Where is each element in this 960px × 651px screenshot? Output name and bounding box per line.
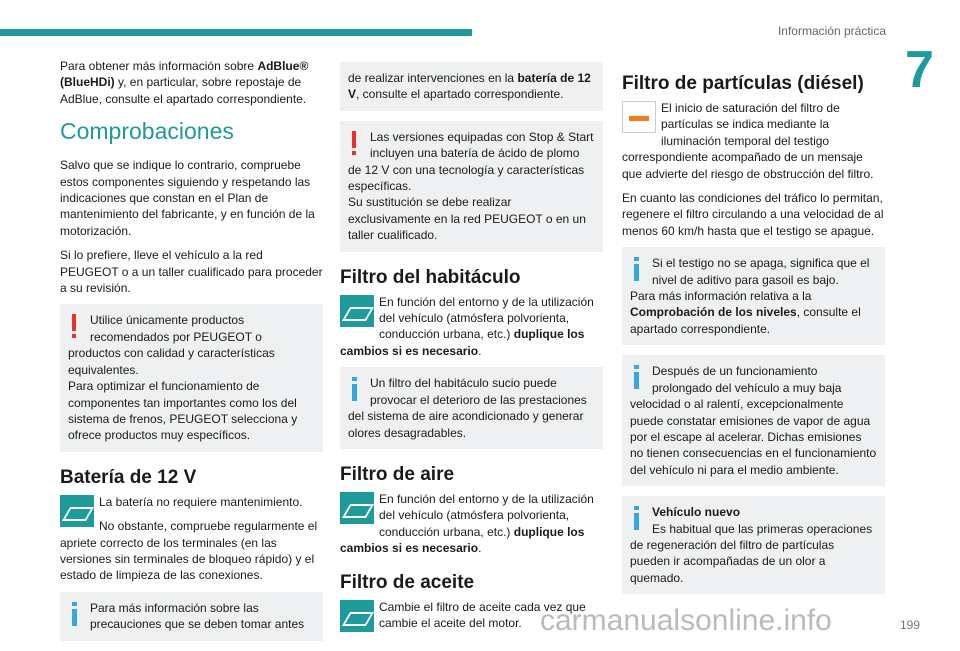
bold-text: AdBlue® (BlueHDi) [60, 59, 309, 90]
text: En función del entorno y de la utilización del vehículo (atmósfera polvorienta, conducción urbana, etc.) [379, 491, 594, 539]
note-box [340, 367, 603, 449]
text: En cuanto las condiciones del tráfico lo permitan, regenere el filtro circulando a una velocidad de al menos 60 km/h hasta que el testigo se apague. [622, 191, 884, 238]
paragraph [348, 375, 595, 441]
chapter-number: 7 [905, 41, 934, 99]
paragraph [630, 363, 877, 478]
paragraph [630, 521, 877, 587]
paragraph [68, 378, 315, 444]
particle-filter-icon [622, 101, 656, 133]
text: Las versiones equipadas con Stop & Start incluyen una batería de ácido de plomo de 12 V con una tecnología y características específicas. [348, 129, 594, 194]
warning-icon [348, 131, 362, 157]
paragraph [622, 190, 885, 239]
text: Para obtener más información sobre [60, 59, 258, 73]
section-title: Información práctica [777, 24, 886, 38]
air-filter-icon [340, 492, 374, 524]
paragraph [60, 518, 323, 584]
paragraph [60, 58, 323, 107]
subsection-heading: Filtro de aire [340, 463, 455, 485]
icon-paragraph [60, 494, 323, 584]
column-left [60, 58, 323, 651]
note-box [60, 304, 323, 451]
text: , consulte el apartado correspondiente. [630, 305, 861, 336]
watermark: carmanualsonline.info [540, 604, 832, 637]
note-box [60, 592, 323, 641]
paragraph [68, 600, 315, 633]
note-box [622, 355, 885, 486]
paragraph [630, 255, 877, 288]
text: Para más información sobre las precauciones que se deben tomar antes [90, 600, 305, 632]
text: No obstante, compruebe regularmente el apriete correcto de los terminales (en las versiones sin terminales de bloqueo rápido) y el estado de limpieza de las conexiones. [60, 519, 318, 583]
text: Si lo prefiere, lleve el vehículo a la red PEUGEOT o a un taller cualificado para proceder a su revisión. [60, 248, 323, 296]
text: y, en particular, sobre repostaje de AdBlue, consulte el apartado correspondiente. [60, 75, 307, 106]
column-middle [340, 54, 603, 639]
note-box [622, 247, 885, 345]
info-icon [630, 257, 644, 283]
paragraph [60, 247, 323, 296]
paragraph [630, 288, 877, 337]
text: , consulte el apartado correspondiente. [356, 87, 564, 102]
icon-paragraph [622, 100, 885, 239]
paragraph [348, 129, 595, 195]
paragraph [348, 70, 595, 103]
battery-icon [60, 495, 94, 527]
subsection-heading: Filtro de partículas (diésel) [622, 73, 864, 94]
page-number: 199 [899, 618, 920, 632]
info-icon [630, 506, 644, 532]
subsection-heading: Filtro del habitáculo [340, 266, 521, 288]
paragraph [60, 157, 323, 239]
paragraph [340, 294, 603, 360]
paragraph [630, 504, 877, 520]
paragraph [340, 491, 603, 557]
text: . [478, 343, 482, 358]
text: de realizar intervenciones en la [348, 71, 518, 85]
text: Su sustitución se debe realizar exclusivamente en la red PEUGEOT o en un taller cualificado. [348, 195, 586, 243]
text: Para más información relativa a la [630, 289, 812, 304]
text: Cambie el filtro de aceite cada vez que cambie el aceite del motor. [379, 599, 586, 630]
note-box [340, 62, 603, 111]
bold-text: Comprobación de los niveles [630, 305, 797, 320]
bold-text: batería de 12 V [348, 71, 591, 102]
icon-paragraph [340, 294, 603, 360]
note-box [622, 496, 885, 594]
section-heading: Comprobaciones [60, 118, 234, 145]
paragraph [348, 194, 595, 243]
paragraph [68, 312, 315, 378]
subsection-heading: Filtro de aceite [340, 571, 475, 593]
oil-filter-icon [340, 600, 374, 632]
text: Es habitual que las primeras operaciones de regeneración del filtro de partículas pueden ir acompañadas de un olor a quemado. [630, 521, 873, 585]
info-icon [630, 365, 644, 391]
bold-text: Vehículo nuevo [652, 505, 741, 520]
text: . [478, 541, 482, 556]
info-icon [68, 602, 82, 628]
text: Después de un funcionamiento prolongado del vehículo a muy baja velocidad o al ralentí, excepcionalmente puede constatar emisiones de vapor de agua por el escape al acelerar. Dichas emisiones no tienen consecuencias en el funcionamiento del vehículo ni para el medio ambiente. [630, 364, 877, 477]
text: Si el testigo no se apaga, significa que el nivel de aditivo para gasoil es bajo. [652, 256, 870, 287]
text: Un filtro del habitáculo sucio puede provocar el deterioro de las prestaciones del sistema de aire acondicionado y generar olores desagradables. [348, 376, 587, 440]
column-right [622, 58, 885, 604]
paragraph [622, 100, 885, 182]
bold-text: duplique los cambios si es necesario [340, 524, 585, 556]
text: Utilice únicamente productos recomendados por PEUGEOT o productos con calidad y características equivalentes. [68, 313, 275, 377]
text: La batería no requiere mantenimiento. [99, 494, 303, 509]
warning-icon [68, 314, 82, 340]
text: Para optimizar el funcionamiento de componentes tan importantes como los del sistema de frenos, PEUGEOT selecciona y ofrece productos muy específicos. [68, 379, 298, 443]
subsection-heading: Batería de 12 V [60, 466, 197, 488]
paragraph [60, 494, 323, 510]
text: En función del entorno y de la utilización del vehículo (atmósfera polvorienta, conducción urbana, etc.) [379, 294, 594, 342]
icon-paragraph [340, 491, 603, 557]
chapter-color-bar [0, 29, 472, 36]
info-icon [348, 377, 362, 403]
text: Salvo que se indique lo contrario, compruebe estos componentes siguiendo y respetando las indicaciones que constan en el Plan de mantenimiento del fabricante, y en función de la motorización. [60, 158, 315, 238]
note-box [340, 121, 603, 252]
text: El inicio de saturación del filtro de partículas se indica mediante la iluminación temporal del testigo correspondiente acompañado de un mensaje que advierte del riesgo de obstrucción del filtro. [622, 101, 874, 181]
bold-text: duplique los cambios si es necesario [340, 327, 585, 358]
cabin-filter-icon [340, 295, 374, 327]
